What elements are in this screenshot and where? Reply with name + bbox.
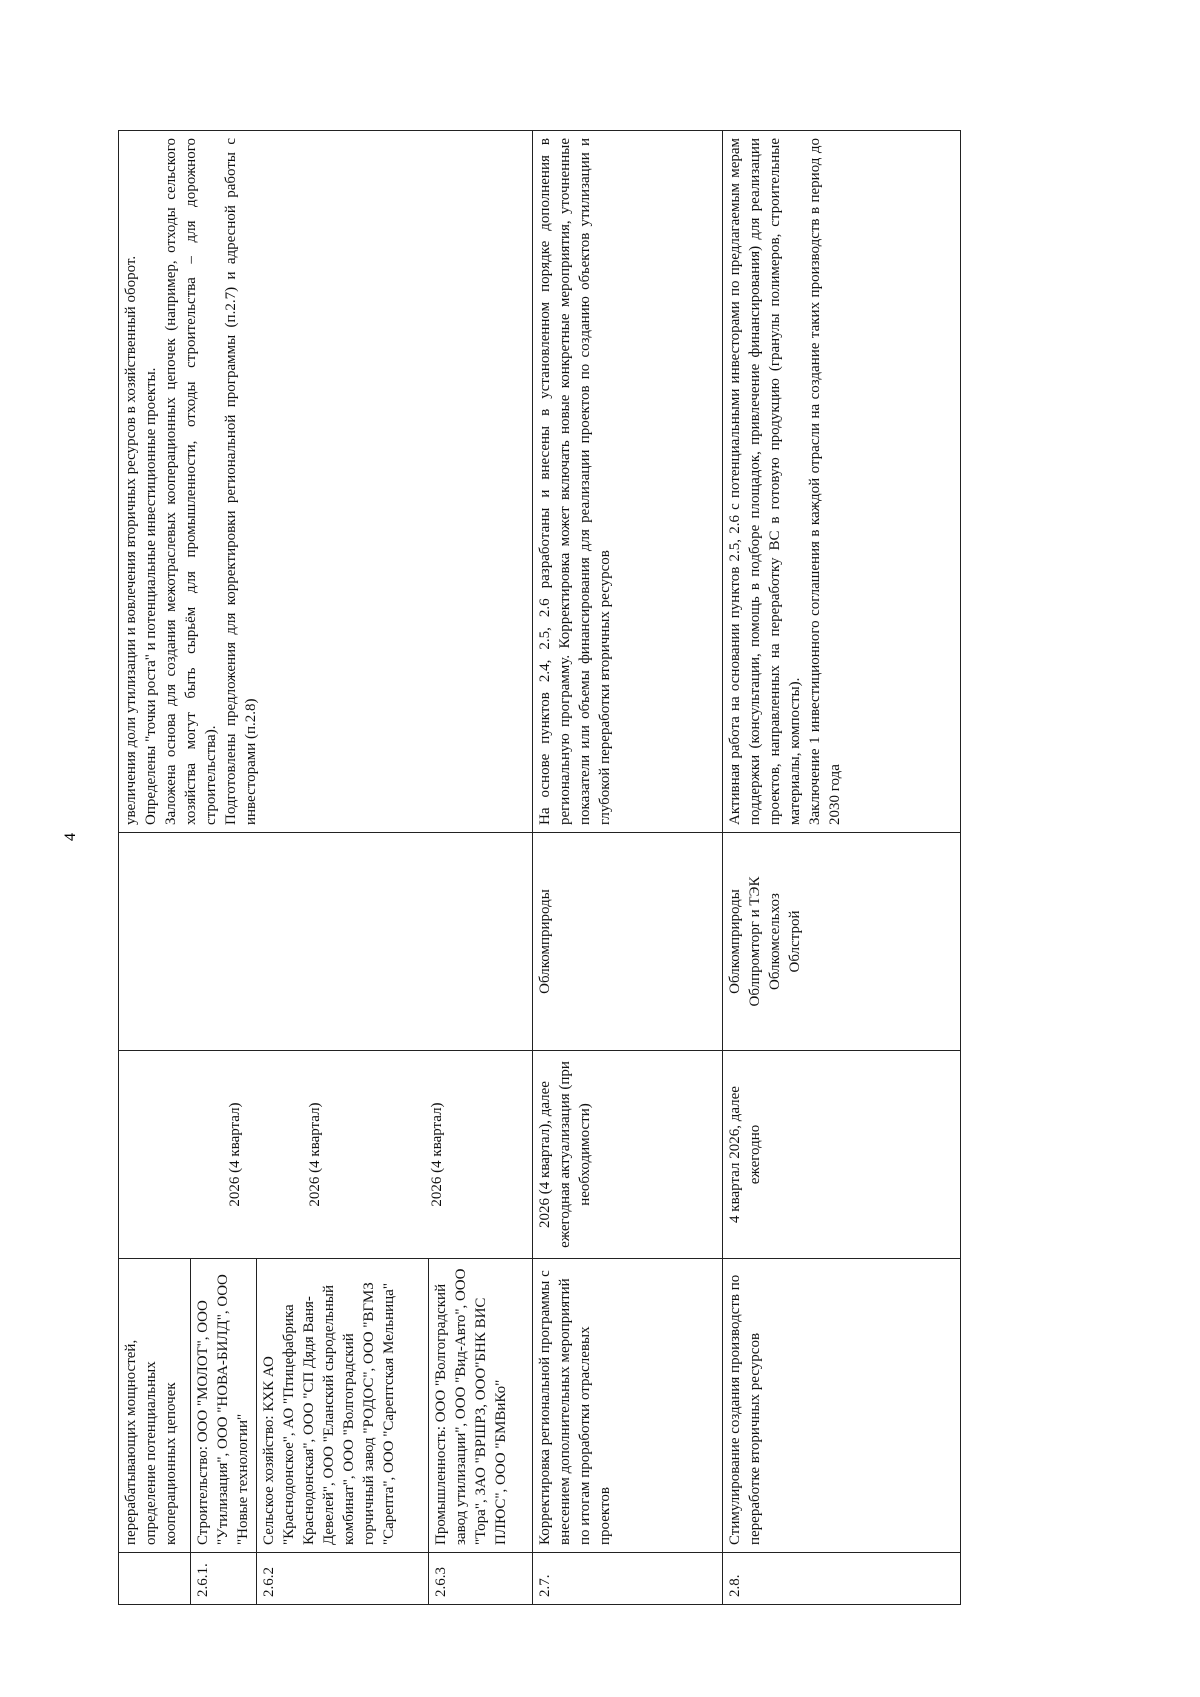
row-number: 2.6.3 [429,1553,533,1605]
row-number: 2.8. [723,1553,961,1605]
cell-measure: Корректировка региональной программы с внесением дополнительных мероприятий по итогам проработки отраслевых проектов [533,1259,723,1553]
deadline-2-6-3: 2026 (4 квартал) [429,1102,445,1207]
result-line-1: увеличения доли утилизации и вовлечения вторичных ресурсов в хозяйственный оборот. [123,255,139,825]
cell-measure: Стимулирование создания производств по переработке вторичных ресурсов [723,1259,961,1553]
row-number: 2.6.1. [191,1553,257,1605]
deadline-2-6-1: 2026 (4 квартал) [227,1102,243,1207]
row-number: 2.7. [533,1553,723,1605]
rotated-page [0,87,1200,1697]
result-line-3: Заложена основа для создания межотраслевых кооперационных цепочек (например, отходы сельского хозяйства могут быть сырьём для промышленности, отходы строительства – для дорожного строительства). [163,138,219,825]
responsible-org: Облкомприроды [537,889,553,994]
cell-measure: Сельское хозяйство: КХК АО "Краснодонское", АО "Птицефабрика Краснодонская", ООО "СП Дядя Ваня-Девелей", ООО "Еланский сыродельный комбинат", ООО "Волгоградский горчичный завод "РОДОС", ООО "ВГМЗ "Сарепта", ООО "Сарептская Мельница" [257,1259,429,1553]
responsible-org: Облстрой [787,910,803,973]
measures-table [118,130,961,1605]
responsible-org: Облкомприроды [727,889,743,994]
responsible-org: Облкомсельхоз [767,893,783,990]
result-line-2: Определены "точки роста" и потенциальные инвестиционные проекты. [143,367,159,825]
page-number: 4 [62,833,79,841]
cell-result: Активная работа на основании пунктов 2.5, 2.6 с потенциальными инвесторами по предлагаемым мерам поддержки (консультации, помощь в подборе площадок, привлечение финансирования) для реализации проектов, направленных на переработку ВС в готовую продукцию (гранулы полимеров, строительные материалы, компосты). Заключение 1 инвестиционного соглашения в каждой отрасли на создание таких производств в период до 2030 года [723,131,961,833]
table-row-2-7 [533,131,723,1605]
row-number: 2.6.2 [257,1553,429,1605]
cell-responsible [533,833,723,1051]
result-line-4: Подготовлены предложения для корректировки региональной программы (п.2.7) и адресной работы с инвесторами (п.2.8) [223,138,259,825]
cell-measure-continuation: перерабатывающих мощностей, определение потенциальных кооперационных цепочек [119,1259,191,1553]
deadline-2-6-2: 2026 (4 квартал) [307,1102,323,1207]
cell-responsible-continuation [119,833,533,1051]
cell-result-continuation [119,131,533,833]
table-row-continuation [119,131,191,1605]
cell-deadline-continuation [119,1051,533,1259]
cell-num-empty [119,1553,191,1605]
cell-measure: Промышленность: ООО "Волгоградский завод утилизации", ООО "Вид-Авто", ООО "Тора", ЗАО "ВРШРЗ, ООО"БНК ВИС ПЛЮС", ООО "БМВиКо" [429,1259,533,1553]
cell-deadline: 4 квартал 2026, далее ежегодно [723,1051,961,1259]
cell-deadline: 2026 (4 квартал), далее ежегодная актуализация (при необходимости) [533,1051,723,1259]
cell-measure: Строительство: ООО "МОЛОТ", ООО "Утилизация", ООО "НОВА-БИЛД", ООО "Новые технологии" [191,1259,257,1553]
table-row-2-8 [723,131,961,1605]
responsible-org: Облпромторг и ТЭК [747,876,763,1007]
cell-result: На основе пунктов 2.4, 2.5, 2.6 разработаны и внесены в установленном порядке дополнения в региональную программу. Корректировка может включать новые конкретные мероприятия, уточненные показатели или объемы финансирования для реализации проектов по созданию объектов утилизации и глубокой переработки вторичных ресурсов [533,131,723,833]
cell-responsible [723,833,961,1051]
